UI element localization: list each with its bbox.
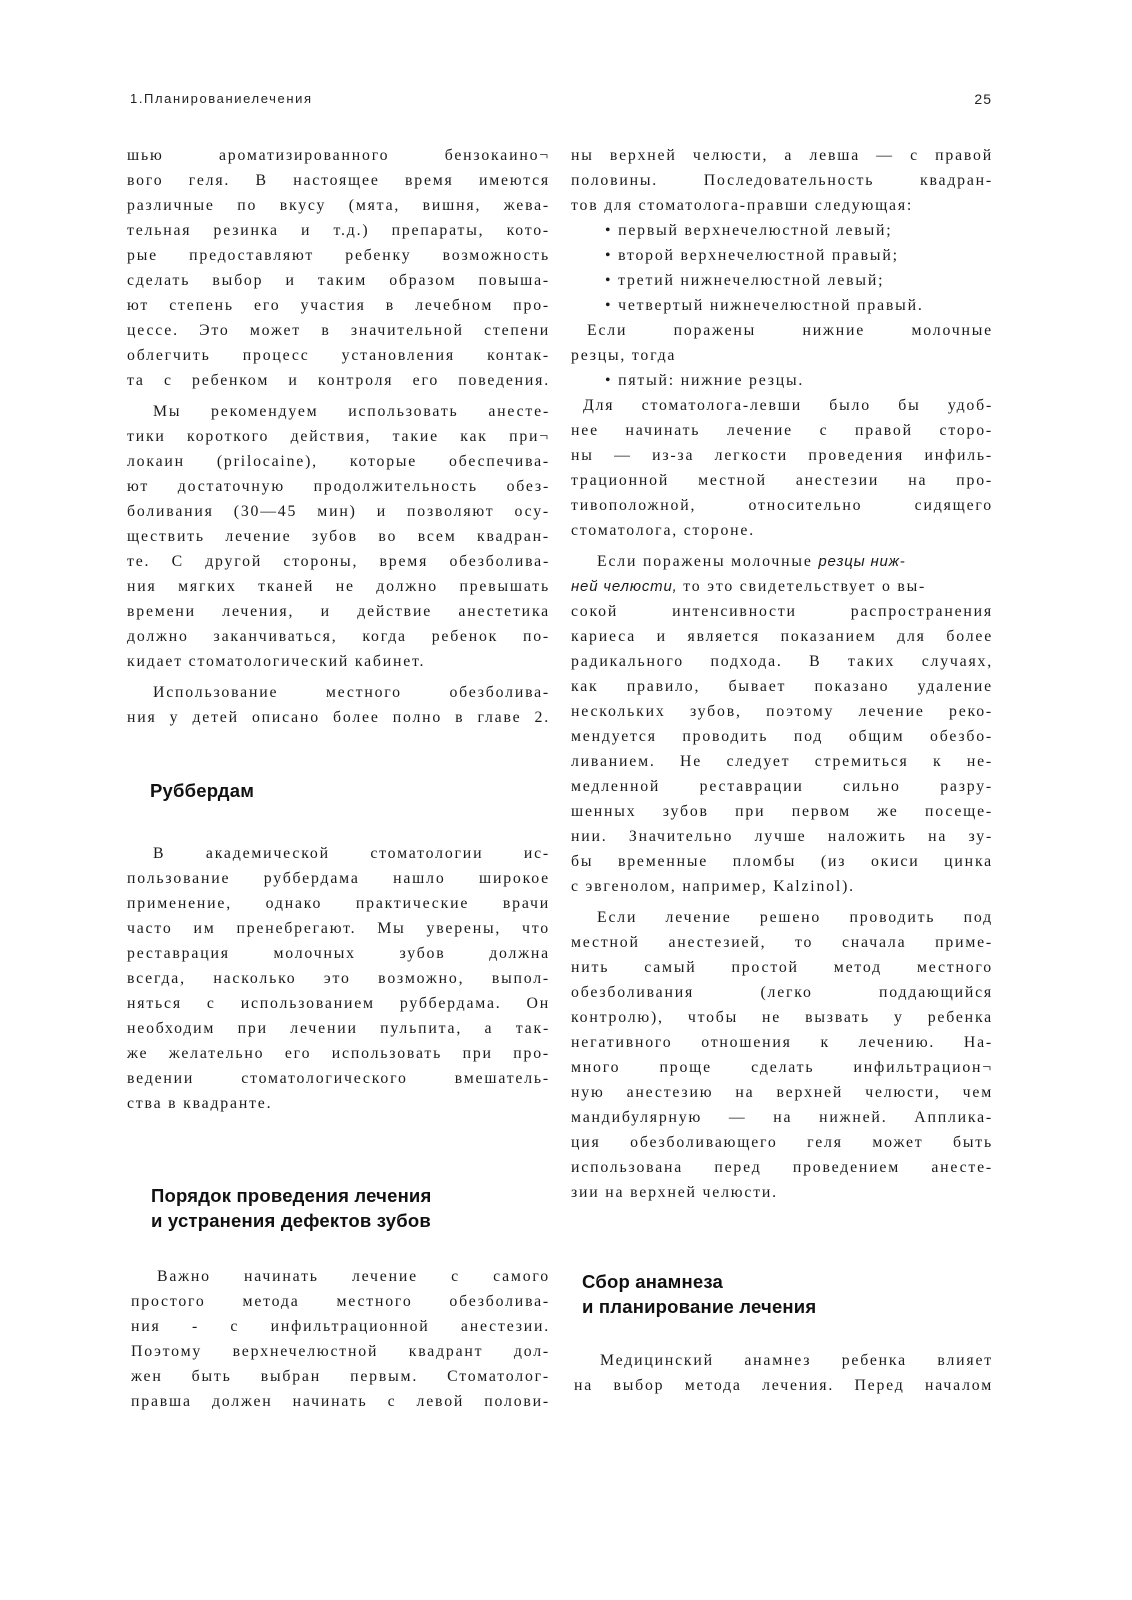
paragraph: [127, 841, 550, 1116]
text-line: нее начинать лечение с правой сторо-: [571, 422, 993, 439]
page-number: 25: [974, 91, 992, 107]
paragraph: [571, 393, 993, 543]
italic-text: ней челюсти,: [571, 578, 678, 595]
paragraph: [571, 318, 993, 368]
text-line: тельная резинка и т.д.) препараты, кото-: [127, 222, 550, 239]
text-line: много проще сделать инфильтрацион¬: [571, 1059, 993, 1076]
running-title: 1.Планированиелечения: [130, 91, 313, 106]
text-line: же желательно его использовать при про-: [127, 1045, 550, 1062]
text-line: локаин (prilocaine), которые обеспечива-: [127, 453, 550, 470]
right-column: [571, 143, 993, 1398]
italic-text: резцы ниж-: [818, 553, 906, 570]
text-line: контролю), чтобы не вызвать у ребенка: [571, 1009, 993, 1026]
text-line: как правило, бывает показано удаление: [571, 678, 993, 695]
text-line: часто им пренебрегают. Мы уверены, что: [127, 920, 550, 937]
list-item: • первый верхнечелюстной левый;: [605, 222, 893, 239]
section-heading: [127, 1183, 550, 1233]
text-line: Поэтому верхнечелюстной квадрант дол-: [131, 1343, 550, 1360]
text-line: ция обезболивающего геля может быть: [571, 1134, 993, 1151]
text-line: местной анестезией, то сначала приме-: [571, 934, 993, 951]
paragraph: [127, 1264, 550, 1414]
text-line: жен быть выбран первым. Стоматолог-: [131, 1368, 550, 1385]
text-line: те. С другой стороны, время обезболива-: [127, 553, 550, 570]
section-heading: [571, 1269, 993, 1319]
text-line: правша должен начинать с левой полови-: [131, 1393, 550, 1410]
text-line: ны верхней челюсти, а левша — с правой: [571, 147, 993, 164]
text-run: то это свидетельствует о вы-: [677, 578, 927, 595]
text-line: В академической стоматологии ис-: [153, 845, 550, 862]
text-line: медленной реставрации сильно разру-: [571, 778, 993, 795]
text-line: ют достаточную продолжительность обез-: [127, 478, 550, 495]
text-line: Использование местного обезболива-: [153, 684, 550, 701]
text-line: резцы, тогда: [571, 347, 677, 364]
text-line: Если лечение решено проводить под: [597, 909, 993, 926]
text-line: вого геля. В настоящее время имеются: [127, 172, 550, 189]
text-line: цессе. Это может в значительной степени: [127, 322, 550, 339]
text-run: Если поражены молочные: [597, 553, 819, 570]
text-line: с эвгенолом, например, Kalzinol).: [571, 878, 855, 895]
text-line: всегда, насколько это возможно, выпол-: [127, 970, 550, 987]
text-line: должно заканчиваться, когда ребенок по-: [127, 628, 550, 645]
text-line: боливания (30—45 мин) и позволяют осу-: [127, 503, 550, 520]
paragraph: [571, 905, 993, 1205]
text-line: применение, однако практические врачи: [127, 895, 550, 912]
text-line: облегчить процесс установления контак-: [127, 347, 550, 364]
text-line: ведении стоматологического вмешатель-: [127, 1070, 550, 1087]
text-line: бы временные пломбы (из окиси цинка: [571, 853, 993, 870]
text-line: шью ароматизированного бензокаино¬: [127, 147, 550, 164]
text-line: обезболивания (легко поддающийся: [571, 984, 993, 1001]
text-line: Важно начинать лечение с самого: [157, 1268, 550, 1285]
text-line: простого метода местного обезболива-: [131, 1293, 550, 1310]
text-line: мандибулярную — на нижней. Апплика-: [571, 1109, 993, 1126]
text-line: сделать выбор и таким образом повыша-: [127, 272, 550, 289]
bullet-list: [571, 218, 993, 318]
text-line: негативного отношения к лечению. На-: [571, 1034, 993, 1051]
text-line: ют степень его участия в лечебном про-: [127, 297, 550, 314]
text-line: ния мягких тканей не должно превышать: [127, 578, 550, 595]
text-line: времени лечения, и действие анестетика: [127, 603, 550, 620]
text-line: ства в квадранте.: [127, 1095, 273, 1112]
text-line: няться с использованием руббердама. Он: [127, 995, 550, 1012]
text-line: шенных зубов при первом же посеще-: [571, 803, 993, 820]
left-column: [127, 143, 550, 1414]
paragraph: [571, 549, 993, 899]
heading-line: Порядок проведения лечения: [151, 1185, 432, 1206]
text-line: та с ребенком и контроля его поведения.: [127, 372, 550, 389]
text-line: половины. Последовательность квадран-: [571, 172, 993, 189]
text-line: нии. Значительно лучше наложить на зу-: [571, 828, 993, 845]
list-item: • второй верхнечелюстной правый;: [605, 247, 899, 264]
heading-line: и планирование лечения: [582, 1296, 817, 1317]
text-line: тики короткого действия, такие как при¬: [127, 428, 550, 445]
paragraph: [571, 1348, 993, 1398]
text-line: на выбор метода лечения. Перед началом: [574, 1377, 993, 1394]
text-line: Мы рекомендуем использовать анесте-: [153, 403, 550, 420]
text-line: использована перед проведением анесте-: [571, 1159, 993, 1176]
text-line: Медицинский анамнез ребенка влияет: [600, 1352, 993, 1369]
text-line: тивоположной, относительно сидящего: [571, 497, 993, 514]
text-line: нескольких зубов, поэтому лечение реко-: [571, 703, 993, 720]
text-line: [571, 549, 993, 574]
text-line: ния у детей описано более полно в главе 2.: [127, 709, 550, 726]
text-line: мендуется проводить под общим обезбо-: [571, 728, 993, 745]
text-line: ливанием. Не следует стремиться к не-: [571, 753, 993, 770]
text-line: нить самый простой метод местного: [571, 959, 993, 976]
text-line: реставрация молочных зубов должна: [127, 945, 550, 962]
paragraph: [127, 399, 550, 674]
text-line: тов для стоматолога-правши следующая:: [571, 197, 914, 214]
text-line: зии на верхней челюсти.: [571, 1184, 778, 1201]
text-line: кариеса и является показанием для более: [571, 628, 993, 645]
text-line: Если поражены нижние молочные: [587, 322, 993, 339]
text-line: ны — из-за легкости проведения инфиль-: [571, 447, 993, 464]
paragraph: [127, 143, 550, 393]
text-line: пользование руббердама нашло широкое: [127, 870, 550, 887]
section-heading: Руббердам: [150, 780, 255, 801]
heading-line: и устранения дефектов зубов: [151, 1210, 431, 1231]
text-line: Для стоматолога-левши было бы удоб-: [583, 397, 993, 414]
text-line: необходим при лечении пульпита, а так-: [127, 1020, 550, 1037]
text-line: трационной местной анестезии на про-: [571, 472, 993, 489]
text-line: стоматолога, стороне.: [571, 522, 755, 539]
list-item: • третий нижнечелюстной левый;: [605, 272, 885, 289]
text-line: ния - с инфильтрационной анестезии.: [131, 1318, 550, 1335]
text-line: сокой интенсивности распространения: [571, 603, 993, 620]
text-line: кидает стоматологический кабинет.: [127, 653, 426, 670]
list-item: • пятый: нижние резцы.: [605, 372, 805, 389]
text-line: ную анестезию на верхней челюсти, чем: [571, 1084, 993, 1101]
text-line: [571, 574, 993, 599]
bullet-list: [571, 368, 993, 393]
heading-line: Сбор анамнеза: [582, 1271, 724, 1292]
paragraph: [127, 680, 550, 730]
text-line: рые предоставляют ребенку возможность: [127, 247, 550, 264]
text-line: ществить лечение зубов во всем квадран-: [127, 528, 550, 545]
text-line: радикального подхода. В таких случаях,: [571, 653, 993, 670]
paragraph: [571, 143, 993, 218]
list-item: • четвертый нижнечелюстной правый.: [605, 297, 924, 314]
text-line: различные по вкусу (мята, вишня, жева-: [127, 197, 550, 214]
